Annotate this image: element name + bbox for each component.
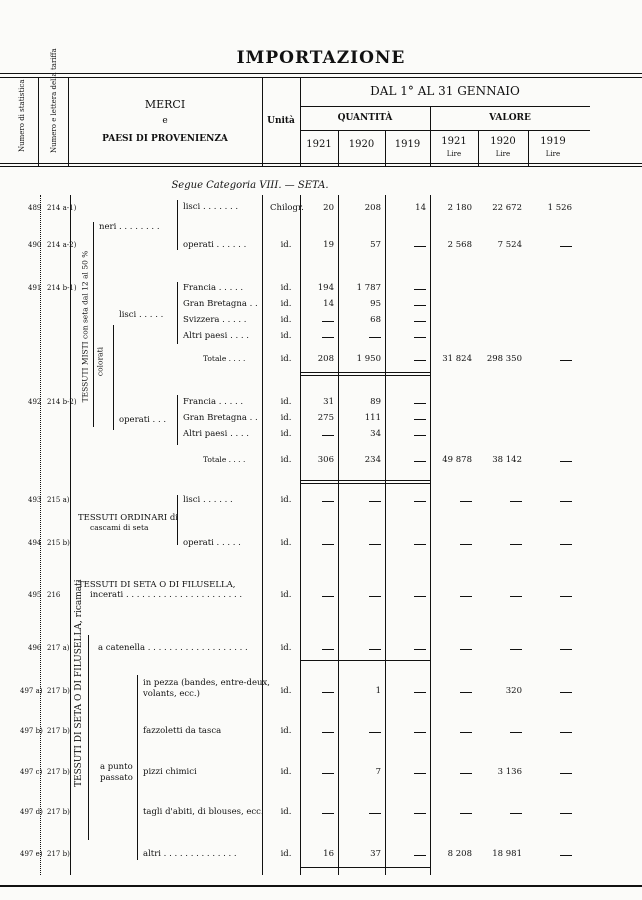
unit-id: id. bbox=[280, 283, 292, 293]
stat-number: 492 bbox=[28, 398, 42, 406]
section-title: Segue Categoria VIII. — SETA. bbox=[171, 180, 329, 191]
unit-id: id. bbox=[280, 767, 292, 777]
lire-label: Lire bbox=[495, 150, 511, 158]
colorati-label: colorati bbox=[95, 346, 105, 377]
page-bottom-rule bbox=[0, 885, 642, 887]
row-rule bbox=[300, 660, 430, 661]
lire-label: Lire bbox=[545, 150, 561, 158]
empty-dash bbox=[560, 813, 572, 814]
incerati-label: incerati . . . . . . . . . . . . . . . . . . . . . . bbox=[90, 590, 243, 600]
cell-value: 2 180 bbox=[447, 203, 472, 213]
stat-number: 497 c) bbox=[20, 768, 43, 776]
unit-id: id. bbox=[280, 455, 292, 465]
altri-paesi-label: Altri paesi . . . . bbox=[183, 331, 250, 341]
gran-bretagna-label: Gran Bretagna . . bbox=[183, 413, 258, 423]
total-rule bbox=[300, 375, 430, 376]
empty-dash bbox=[560, 360, 572, 361]
unit-id: id. bbox=[280, 413, 292, 423]
totale-label: Totale . . . . bbox=[203, 354, 246, 363]
total-rule bbox=[300, 480, 430, 481]
empty-dash bbox=[322, 501, 334, 502]
tariff-number: 217 a) bbox=[47, 644, 70, 652]
year-1921: 1921 bbox=[306, 139, 332, 150]
cell-value: 14 bbox=[323, 299, 334, 309]
altri-paesi-label: Altri paesi . . . . bbox=[183, 429, 250, 439]
empty-dash bbox=[414, 544, 426, 545]
vyear-1920: 1920 bbox=[490, 136, 516, 147]
stat-number: 490 bbox=[28, 241, 42, 249]
gran-bretagna-label: Gran Bretagna . . bbox=[183, 299, 258, 309]
empty-dash bbox=[414, 732, 426, 733]
unit-id: id. bbox=[280, 538, 292, 548]
tariff-number: 214 a-2) bbox=[47, 241, 77, 249]
fazzoletti-label: fazzoletti da tasca bbox=[143, 726, 222, 736]
cell-value: 16 bbox=[323, 849, 334, 859]
empty-dash bbox=[322, 337, 334, 338]
ricamati-brace bbox=[88, 635, 89, 840]
empty-dash bbox=[560, 461, 572, 462]
empty-dash bbox=[460, 649, 472, 650]
stat-number: 497 e) bbox=[20, 850, 43, 858]
empty-dash bbox=[460, 596, 472, 597]
empty-dash bbox=[414, 649, 426, 650]
merci-header: MERCI bbox=[144, 98, 186, 111]
in-pezza-label: in pezza (bandes, entre-deux, bbox=[143, 678, 270, 688]
cell-value: 22 672 bbox=[492, 203, 522, 213]
cell-value: 298 350 bbox=[486, 354, 522, 364]
operati-label-3: operati . . . . . bbox=[183, 538, 241, 548]
cell-value: 1 950 bbox=[356, 354, 381, 364]
col-stat-header: Numero di statistica bbox=[18, 79, 26, 152]
cell-value: 208 bbox=[317, 354, 334, 364]
cell-value: 31 bbox=[323, 397, 334, 407]
cell-value: 38 142 bbox=[492, 455, 522, 465]
cell-value: 8 208 bbox=[447, 849, 472, 859]
empty-dash bbox=[510, 596, 522, 597]
misti-brace bbox=[93, 222, 94, 427]
neri-brace bbox=[177, 200, 178, 250]
unita-header: Unità bbox=[267, 116, 295, 126]
empty-dash bbox=[510, 732, 522, 733]
empty-dash bbox=[560, 544, 572, 545]
empty-dash bbox=[322, 596, 334, 597]
col-tariff-header: Numero e lettera della tariffa bbox=[50, 48, 58, 153]
a-punto-label: a punto bbox=[100, 762, 133, 772]
unit-id: id. bbox=[280, 686, 292, 696]
tariff-number: 216 bbox=[47, 591, 61, 599]
empty-dash bbox=[414, 501, 426, 502]
total-rule bbox=[300, 483, 430, 484]
empty-dash bbox=[560, 246, 572, 247]
unit-id: id. bbox=[280, 495, 292, 505]
vyear-1921: 1921 bbox=[441, 136, 467, 147]
tessuti-misti-label: TESSUTI MISTI con seta dal 12 al 50 % bbox=[80, 250, 90, 403]
operati-brace bbox=[177, 395, 178, 445]
cell-value: 111 bbox=[364, 413, 381, 423]
stat-number: 497 d) bbox=[20, 808, 43, 816]
body-vline bbox=[262, 195, 263, 875]
cell-value: 194 bbox=[317, 283, 334, 293]
unit-id: id. bbox=[280, 240, 292, 250]
tariff-number: 217 b) bbox=[47, 808, 70, 816]
empty-dash bbox=[510, 544, 522, 545]
stat-number: 493 bbox=[28, 496, 42, 504]
paesi-header: PAESI DI PROVENIENZA bbox=[102, 134, 228, 144]
year-1919: 1919 bbox=[394, 139, 421, 150]
tariff-number: 214 a-1) bbox=[47, 204, 77, 212]
empty-dash bbox=[322, 544, 334, 545]
empty-dash bbox=[560, 855, 572, 856]
header-top-rule bbox=[0, 73, 642, 74]
unit-chilogr: Chilogr. bbox=[270, 203, 304, 213]
cell-value: 18 981 bbox=[492, 849, 522, 859]
cell-value: 320 bbox=[505, 686, 522, 696]
total-rule bbox=[300, 372, 430, 373]
cell-value: 89 bbox=[370, 397, 381, 407]
empty-dash bbox=[460, 544, 472, 545]
period-header: DAL 1° AL 31 GENNAIO bbox=[370, 84, 520, 98]
body-vline bbox=[385, 195, 386, 875]
empty-dash bbox=[510, 649, 522, 650]
empty-dash bbox=[560, 649, 572, 650]
tariff-number: 214 b-1) bbox=[47, 284, 77, 292]
year-1920: 1920 bbox=[348, 139, 375, 150]
cell-value: 1 787 bbox=[356, 283, 381, 293]
cell-value: 1 bbox=[375, 686, 381, 696]
cell-value: 34 bbox=[370, 429, 381, 439]
empty-dash bbox=[322, 813, 334, 814]
lisci-label-3: lisci . . . . . . bbox=[183, 495, 233, 505]
cell-value: 234 bbox=[364, 455, 381, 465]
header-top-rule-2 bbox=[0, 77, 642, 78]
empty-dash bbox=[322, 649, 334, 650]
header-year-rule bbox=[300, 130, 590, 131]
empty-dash bbox=[414, 773, 426, 774]
empty-dash bbox=[369, 501, 381, 502]
stat-number: 497 b) bbox=[20, 727, 43, 735]
cell-value: 2 568 bbox=[447, 240, 472, 250]
tariff-number: 214 b-2) bbox=[47, 398, 77, 406]
cell-value: 31 824 bbox=[442, 354, 472, 364]
stat-number: 489 bbox=[28, 204, 42, 212]
empty-dash bbox=[369, 813, 381, 814]
empty-dash bbox=[414, 305, 426, 306]
header-bottom-rule-2 bbox=[0, 166, 642, 167]
cell-value: 1 526 bbox=[547, 203, 572, 213]
cell-value: 3 136 bbox=[497, 767, 522, 777]
tariff-number: 217 b) bbox=[47, 768, 70, 776]
empty-dash bbox=[369, 596, 381, 597]
cell-value: 68 bbox=[370, 315, 381, 325]
empty-dash bbox=[369, 337, 381, 338]
cascami-label: cascami di seta bbox=[90, 523, 149, 532]
body-vline bbox=[430, 195, 431, 875]
passato-label: passato bbox=[100, 773, 133, 783]
empty-dash bbox=[414, 289, 426, 290]
pizzi-label: pizzi chimici bbox=[143, 767, 197, 777]
totale-label: Totale . . . . bbox=[203, 455, 246, 464]
empty-dash bbox=[460, 732, 472, 733]
operati-label: operati . . . . . . bbox=[183, 240, 247, 250]
empty-dash bbox=[414, 419, 426, 420]
unit-id: id. bbox=[280, 315, 292, 325]
empty-dash bbox=[414, 596, 426, 597]
neri-label: neri . . . . . . . . bbox=[99, 222, 160, 232]
empty-dash bbox=[460, 813, 472, 814]
cell-value: 19 bbox=[323, 240, 334, 250]
empty-dash bbox=[414, 337, 426, 338]
stat-number: 496 bbox=[28, 644, 42, 652]
empty-dash bbox=[510, 813, 522, 814]
tariff-number: 215 b) bbox=[47, 539, 70, 547]
body-vline-tariff bbox=[70, 195, 71, 875]
tariff-number: 217 b) bbox=[47, 727, 70, 735]
tessuti-ordinari-label: TESSUTI ORDINARI di bbox=[78, 513, 178, 523]
lire-label: Lire bbox=[446, 150, 462, 158]
unit-id: id. bbox=[280, 354, 292, 364]
empty-dash bbox=[414, 813, 426, 814]
valore-header: VALORE bbox=[489, 113, 531, 123]
empty-dash bbox=[322, 732, 334, 733]
vyear-1919: 1919 bbox=[540, 136, 566, 147]
empty-dash bbox=[560, 692, 572, 693]
cell-value: 7 bbox=[375, 767, 381, 777]
cell-value: 49 878 bbox=[442, 455, 472, 465]
unit-id: id. bbox=[280, 590, 292, 600]
unit-id: id. bbox=[280, 331, 292, 341]
tagli-label: tagli d'abiti, di blouses, ecc. bbox=[143, 807, 264, 817]
e-header: e bbox=[162, 116, 168, 126]
page-title: IMPORTAZIONE bbox=[236, 48, 406, 68]
empty-dash bbox=[414, 692, 426, 693]
empty-dash bbox=[560, 732, 572, 733]
tariff-number: 217 b) bbox=[47, 850, 70, 858]
unit-id: id. bbox=[280, 726, 292, 736]
a-catenella-label: a catenella . . . . . . . . . . . . . . . . . . . bbox=[98, 643, 248, 653]
cell-value: 95 bbox=[370, 299, 381, 309]
header-bottom-rule bbox=[0, 163, 642, 164]
cell-value: 306 bbox=[317, 455, 334, 465]
header-mid-rule bbox=[300, 106, 590, 107]
empty-dash bbox=[460, 501, 472, 502]
tessuti-seta-label: TESSUTI DI SETA O DI FILUSELLA, bbox=[78, 580, 236, 590]
empty-dash bbox=[510, 501, 522, 502]
stat-number: 494 bbox=[28, 539, 42, 547]
stat-number: 491 bbox=[28, 284, 42, 292]
operati-label-2: operati . . . bbox=[119, 415, 167, 425]
empty-dash bbox=[560, 596, 572, 597]
cell-value: 57 bbox=[370, 240, 381, 250]
cell-value: 7 524 bbox=[497, 240, 522, 250]
punto-brace bbox=[137, 675, 138, 860]
bottom-rule bbox=[300, 867, 430, 868]
header-vline bbox=[38, 77, 39, 166]
lisci-brace bbox=[177, 282, 178, 344]
cell-value: 37 bbox=[370, 849, 381, 859]
stat-number: 497 a) bbox=[20, 687, 43, 695]
cell-value: 20 bbox=[323, 203, 334, 213]
colorati-brace bbox=[113, 325, 114, 430]
empty-dash bbox=[414, 435, 426, 436]
tariff-number: 217 b) bbox=[47, 687, 70, 695]
volants-label: volants, ecc.) bbox=[143, 689, 200, 699]
unit-id: id. bbox=[280, 397, 292, 407]
lisci-label-2: lisci . . . . . bbox=[119, 310, 164, 320]
empty-dash bbox=[369, 732, 381, 733]
unit-id: id. bbox=[280, 643, 292, 653]
empty-dash bbox=[369, 544, 381, 545]
unit-id: id. bbox=[280, 299, 292, 309]
tariff-number: 215 a) bbox=[47, 496, 70, 504]
unit-id: id. bbox=[280, 429, 292, 439]
cell-value: 208 bbox=[364, 203, 381, 213]
empty-dash bbox=[414, 321, 426, 322]
tessuti-ricamati-label: TESSUTI DI SETA O DI FILUSELLA, ricamati bbox=[74, 579, 84, 787]
cell-value: 14 bbox=[415, 203, 426, 213]
empty-dash bbox=[414, 403, 426, 404]
altri-label: altri . . . . . . . . . . . . . . bbox=[143, 849, 237, 859]
unit-id: id. bbox=[280, 807, 292, 817]
empty-dash bbox=[560, 773, 572, 774]
empty-dash bbox=[369, 649, 381, 650]
stat-number: 495 bbox=[28, 591, 42, 599]
francia-label: Francia . . . . . bbox=[183, 283, 244, 293]
francia-label: Francia . . . . . bbox=[183, 397, 244, 407]
svizzera-label: Svizzera . . . . . bbox=[183, 315, 247, 325]
quantita-header: QUANTITÀ bbox=[337, 113, 393, 123]
lisci-label: lisci . . . . . . . bbox=[183, 202, 239, 212]
empty-dash bbox=[560, 501, 572, 502]
unit-id: id. bbox=[280, 849, 292, 859]
cell-value: 275 bbox=[317, 413, 334, 423]
